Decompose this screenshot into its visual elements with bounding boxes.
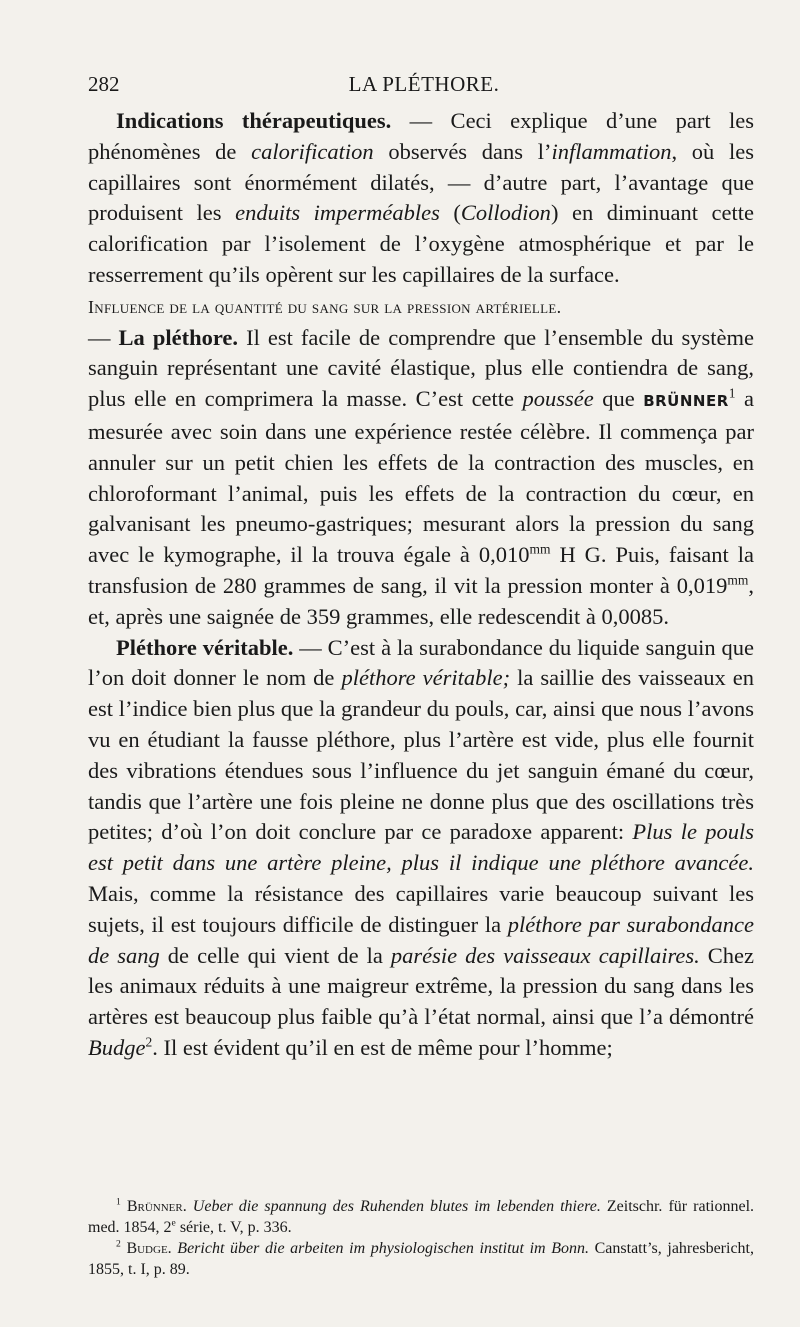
- dash: —: [88, 324, 119, 350]
- footnote-title: Bericht über die arbeiten im physiologischen institut im Bonn.: [171, 1240, 589, 1257]
- text-run: Il est facile de comprendre que l’ensemble du système sanguin représentant une cavité élastique, plus elle contiendra de sang, plus elle en comprimera la masse. C’est cette: [88, 324, 754, 412]
- running-title: LA PLÉTHORE.: [348, 72, 500, 96]
- section-heading: [88, 291, 754, 323]
- footnote-ref-2: 2: [145, 1034, 153, 1050]
- text-run: (: [439, 200, 461, 226]
- italic-run: poussée: [522, 386, 594, 412]
- italic-run: Plus le pouls est petit dans une artère pleine, plus il indique une pléthore avancée.: [88, 819, 755, 876]
- footnote-mark: 2: [116, 1238, 121, 1250]
- footnote-author: Brünner.: [126, 1198, 187, 1215]
- italic-run: calorification: [251, 138, 374, 164]
- footnotes: [88, 1196, 754, 1280]
- footnote-sup: e: [171, 1217, 176, 1229]
- text-run: a mesurée avec soin dans une expérience restée célèbre. Il commença par annuler sur un petit chien les effets de la contraction des muscles, en chloroformant l’animal, puis les effets de la contraction du cœur, en galvanisant les pneumo-gastriques; mesurant alors la pression du sang avec le kymographe, il la trouva égale à 0,010: [88, 386, 754, 568]
- footnote-2: [88, 1238, 754, 1280]
- author-brunner: BRÜNNER: [643, 392, 729, 411]
- footnote-citation: série, t. V, p. 336.: [175, 1219, 292, 1236]
- text-run: H G. Puis, faisant la transfusion de 280 grammes de sang, il vit la pression monter à 0,019: [88, 542, 754, 598]
- paragraph-plethore-veritable: [88, 633, 754, 1064]
- heading-plethore-veritable: Pléthore véritable.: [116, 634, 294, 660]
- italic-run: pléthore par surabondance de sang: [88, 911, 754, 968]
- footnote-author: Budge.: [126, 1240, 172, 1257]
- text-run: de celle qui vient de la: [159, 942, 391, 968]
- italic-run: Collodion: [460, 200, 551, 226]
- paragraph-plethore: [88, 323, 754, 633]
- text-run: . Il est évident qu’il en est de même pour l’homme;: [152, 1034, 613, 1060]
- text-run: ) en diminuant cette calorification par l’isolement de l’oxygène atmosphérique et par le resserrement qu’ils opèrent sur les capillaires de la surface.: [88, 200, 755, 287]
- text-run: — Ceci explique d’une part les phénomènes de: [88, 108, 754, 164]
- heading-indications: Indications thérapeutiques.: [116, 108, 392, 133]
- page-number: 282: [88, 72, 120, 96]
- page-header: [88, 72, 760, 102]
- main-text: [88, 106, 754, 1064]
- unit-mm: mm: [529, 541, 551, 557]
- text-run: , où les capillaires sont énormément dilatés, — d’autre part, l’avantage que produisent les: [88, 138, 754, 226]
- italic-run: enduits imperméables: [235, 200, 440, 226]
- italic-run: pléthore véritable;: [341, 665, 511, 691]
- italic-run: Budge: [88, 1034, 146, 1060]
- section-heading-text: Influence de la quantité du sang sur la pression artérielle.: [88, 296, 562, 317]
- footnote-citation: Canstatt’s, jahresbericht, 1855, t. I, p. 89.: [88, 1240, 755, 1278]
- paragraph-indications: [88, 106, 754, 291]
- text-run: — C’est à la surabondance du liquide sanguin que l’on doit donner le nom de: [88, 634, 754, 691]
- text-run: Chez les animaux réduits à une maigreur extrême, la pression du sang dans les artères est beaucoup plus faible qu’à l’état normal, ainsi que l’a démontré: [88, 942, 754, 1030]
- text-run: la saillie des vaisseaux en est l’indice bien plus que la grandeur du pouls, car, ainsi que nous l’avons vu en étudiant la fausse pléthore, plus l’artère est vide, plus elle fournit des vibrations étendues sous l’influence du jet sanguin émané du cœur, tandis que l’artère une fois pleine ne donne plus que des oscillations très petites; d’où l’on doit conclure par ce paradoxe apparent:: [88, 665, 754, 845]
- heading-plethore: La pléthore.: [118, 324, 239, 350]
- footnote-mark: 1: [116, 1196, 121, 1208]
- unit-mm: mm: [727, 572, 749, 588]
- text-run: observés dans l’: [373, 138, 552, 164]
- footnote-ref-1: 1: [728, 385, 736, 401]
- footnote-title: Ueber die spannung des Ruhenden blutes im lebenden thiere.: [186, 1198, 601, 1215]
- text-run: que: [593, 386, 644, 412]
- footnote-1: [88, 1196, 754, 1238]
- footnote-citation: Zeitschr. für rationnel. med. 1854, 2: [88, 1198, 755, 1236]
- italic-run: parésie des vaisseaux capillaires.: [390, 942, 700, 968]
- italic-run: inflammation: [551, 138, 672, 164]
- text-run: , et, après une saignée de 359 grammes, elle redescendit à 0,0085.: [88, 572, 754, 629]
- text-run: Mais, comme la résistance des capillaires varie beaucoup suivant les sujets, il est toujours difficile de distinguer la: [88, 880, 754, 937]
